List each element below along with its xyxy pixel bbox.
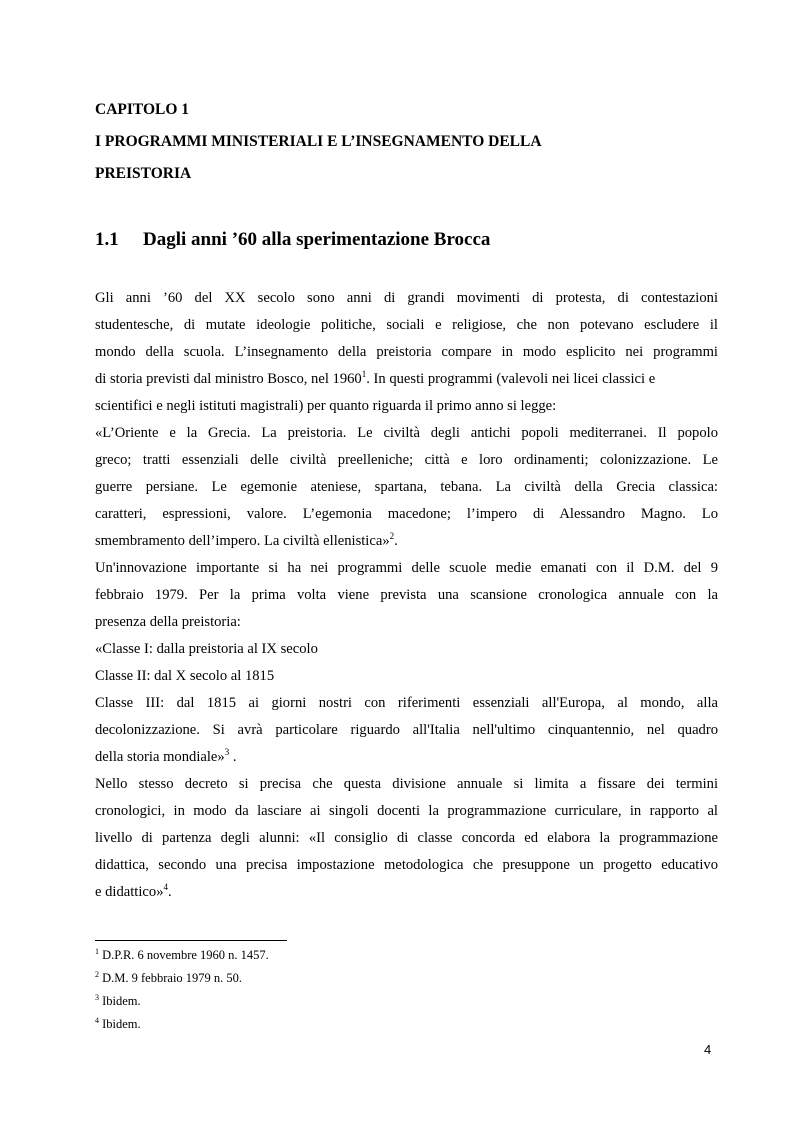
paragraph-line: mondo della scuola. L’insegnamento della preistoria compare in modo esplicito nei programmi	[95, 344, 718, 360]
section-title: Dagli anni ’60 alla sperimentazione Brocca	[143, 229, 491, 250]
footnote-mark: 1	[95, 946, 99, 956]
quote-line: «Classe I: dalla preistoria al IX secolo	[95, 641, 318, 657]
line-text: della storia mondiale»	[95, 749, 225, 765]
quote-line	[95, 744, 718, 771]
quote-line: Classe III: dal 1815 ai giorni nostri con riferimenti essenziali all'Europa, al mondo, alla	[95, 695, 718, 711]
footnote-4	[95, 1017, 141, 1031]
quote-line: caratteri, espressioni, valore. L’egemonia macedone; l’impero di Alessandro Magno. Lo	[95, 506, 718, 522]
footnote-text: Ibidem.	[99, 1017, 141, 1031]
footnote-ref-4[interactable]: 4	[163, 882, 168, 893]
body-text	[95, 285, 718, 906]
paragraph-line	[95, 366, 718, 393]
chapter-title-line-1: I PROGRAMMI MINISTERIALI E L’INSEGNAMENTO DELLA	[95, 133, 542, 150]
page-number: 4	[704, 1042, 712, 1057]
chapter-number: CAPITOLO 1	[95, 101, 190, 118]
quote-line: greco; tratti essenziali delle civiltà preelleniche; città e loro ordinamenti; colonizzazione. Le	[95, 452, 718, 468]
line-text: smembramento dell’impero. La civiltà ellenistica»	[95, 533, 390, 549]
footnote-ref-3[interactable]: 3	[224, 747, 230, 758]
footnote-ref-2[interactable]: 2	[389, 531, 395, 542]
line-text: . In questi programmi (valevoli nei licei classici e	[366, 371, 656, 387]
section-heading	[95, 226, 490, 254]
paragraph-line: cronologici, in modo da lasciare ai singoli docenti la programmazione curriculare, in rapporto al	[95, 803, 718, 819]
paragraph-line: Gli anni ’60 del XX secolo sono anni di grandi movimenti di protesta, di contestazioni	[95, 290, 718, 306]
paragraph-line: Un'innovazione importante si ha nei programmi delle scuole medie emanati con il D.M. del 9	[95, 560, 718, 576]
chapter-title-line-2: PREISTORIA	[95, 165, 192, 182]
footnote-1	[95, 948, 269, 962]
line-text: .	[394, 533, 398, 549]
quote-line: Classe II: dal X secolo al 1815	[95, 668, 275, 684]
footnote-text: D.P.R. 6 novembre 1960 n. 1457.	[99, 948, 269, 962]
paragraph-line: studentesche, di mutate ideologie politiche, sociali e religiose, che non potevano escludere il	[95, 317, 718, 333]
footnote-ref-1[interactable]: 1	[361, 369, 367, 380]
footnote-2	[95, 971, 242, 985]
footnote-mark: 2	[95, 969, 99, 979]
line-text: .	[229, 749, 237, 765]
section-number: 1.1	[95, 229, 119, 250]
line-text: e didattico»	[95, 884, 164, 900]
footnote-mark: 3	[95, 992, 99, 1002]
paragraph-line: livello di partenza degli alunni: «Il consiglio di classe concorda ed elabora la programmazione	[95, 830, 718, 846]
footnote-text: D.M. 9 febbraio 1979 n. 50.	[99, 971, 243, 985]
footnote-3	[95, 994, 141, 1008]
line-text: di storia previsti dal ministro Bosco, nel 1960	[95, 371, 362, 387]
quote-line: «L’Oriente e la Grecia. La preistoria. Le civiltà degli antichi popoli mediterranei. Il popolo	[95, 425, 718, 441]
footnote-separator	[95, 940, 287, 941]
quote-line: guerre persiane. Le egemonie ateniese, spartana, tebana. La civiltà della Grecia classica:	[95, 479, 718, 495]
quote-line: decolonizzazione. Si avrà particolare riguardo all'Italia nell'ultimo cinquantennio, nel quadro	[95, 722, 718, 738]
paragraph-line: scientifici e negli istituti magistrali) per quanto riguarda il primo anno si legge:	[95, 398, 557, 414]
paragraph-line	[95, 879, 718, 906]
paragraph-line: didattica, secondo una precisa impostazione metodologica che presuppone un progetto educativo	[95, 857, 718, 873]
line-text: .	[168, 884, 172, 900]
chapter-heading	[95, 94, 715, 190]
paragraph-line: febbraio 1979. Per la prima volta viene prevista una scansione cronologica annuale con la	[95, 587, 718, 603]
paragraph-line: Nello stesso decreto si precisa che questa divisione annuale si limita a fissare dei termini	[95, 776, 718, 792]
quote-line	[95, 528, 718, 555]
footnote-mark: 4	[95, 1015, 99, 1025]
footnote-text: Ibidem.	[99, 994, 141, 1008]
paragraph-line: presenza della preistoria:	[95, 614, 241, 630]
